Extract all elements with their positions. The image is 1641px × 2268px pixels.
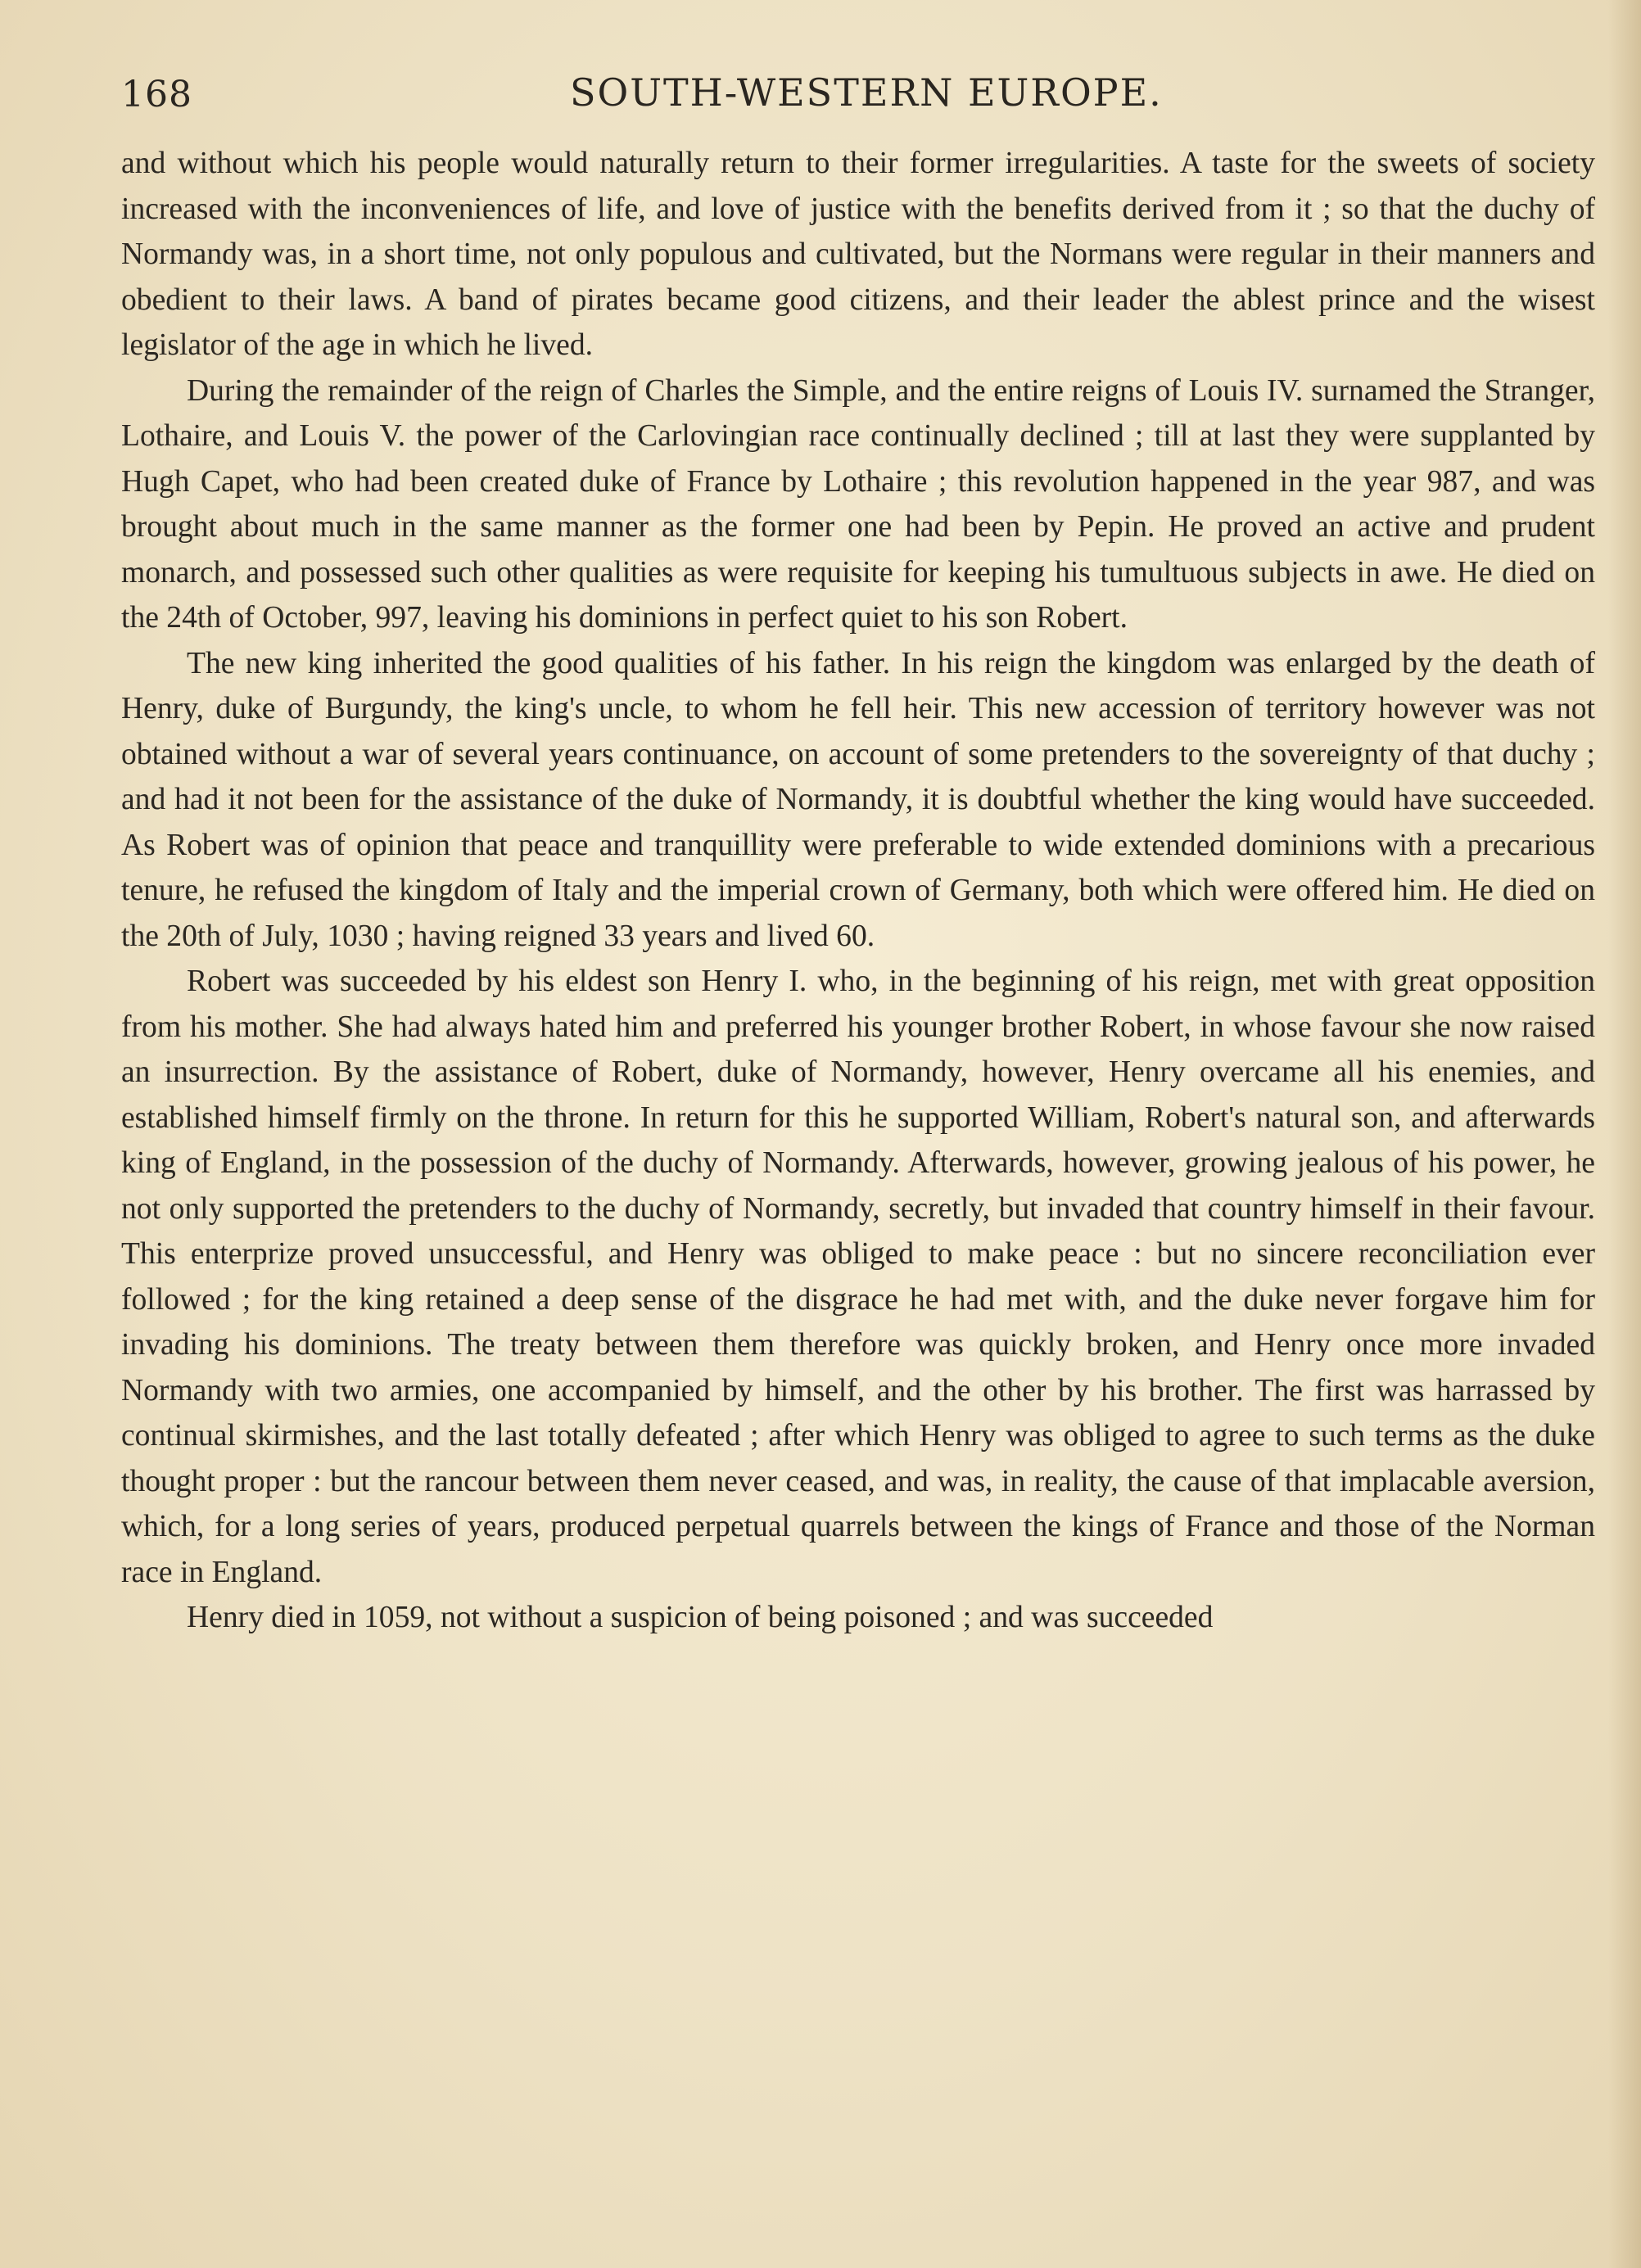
paragraph-continuation: and without which his people would naturally return to their former irregularities. A taste for the sweets of society increased with the inconveniences of life, and love of justice with the benefits derived from it ; so that the duchy of Normandy was, in a short time, not only populous and cultivated, but the Normans were regular in their manners and obedient to their laws. A band of pirates became good citizens, and their leader the ablest prince and the wisest legislator of the age in which he lived. [121,147,1595,362]
page-number: 168 [121,74,192,115]
body-text [121,141,1595,1641]
running-head [121,66,1595,123]
paragraph: The new king inherited the good qualities of his father. In his reign the kingdom was enlarged by the death of Henry, duke of Burgundy, the king's uncle, to whom he fell heir. This new accession of territory however was not obtained without a war of several years continuance, on account of some pretenders to the sovereignty of that duchy ; and had it not been for the assistance of the duke of Normandy, it is doubtful whether the king would have succeeded. As Robert was of opinion that peace and tranquillity were preferable to wide extended dominions with a precarious tenure, he refused the kingdom of Italy and the imperial crown of Germany, both which were offered him. He died on the 20th of July, 1030 ; having reigned 33 years and lived 60. [121,646,1595,953]
paragraph: Henry died in 1059, not without a suspicion of being poisoned ; and was succeeded [187,1601,1214,1634]
page-edge-shadow [1608,0,1641,2268]
paragraph: During the remainder of the reign of Charles the Simple, and the entire reigns of Louis IV. surnamed the Stranger, Lothaire, and Louis V. the power of the Carlovingian race continually declined ; till at last they were supplanted by Hugh Capet, who had been created duke of France by Lothaire ; this revolution happened in the year 987, and was brought about much in the same manner as the former one had been by Pepin. He proved an active and prudent monarch, and possessed such other qualities as were requisite for keeping his tumultuous subjects in awe. He died on the 24th of October, 997, leaving his dominions in perfect quiet to his son Robert. [121,373,1595,635]
running-title: SOUTH-WESTERN EUROPE. [570,70,1163,115]
paragraph: Robert was succeeded by his eldest son Henry I. who, in the beginning of his reign, met with great opposition from his mother. She had always hated him and preferred his younger brother Robert, in whose favour she now raised an insurrection. By the assistance of Robert, duke of Normandy, however, Henry overcame all his enemies, and established himself firmly on the throne. In return for this he supported William, Robert's natural son, and afterwards king of England, in the possession of the duchy of Normandy. Afterwards, however, growing jealous of his power, he not only supported the pretenders to the duchy of Normandy, secretly, but invaded that country himself in their favour. This enterprize proved unsuccessful, and Henry was obliged to make peace : but no sincere reconciliation ever followed ; for the king retained a deep sense of the disgrace he had met with, and the duke never forgave him for invading his dominions. The treaty between them therefore was quickly broken, and Henry once more invaded Normandy with two armies, one accompanied by himself, and the other by his brother. The first was harrassed by continual skirmishes, and the last totally defeated ; after which Henry was obliged to agree to such terms as the duke thought proper : but the rancour between them never ceased, and was, in reality, the cause of that implacable aversion, which, for a long series of years, produced perpetual quarrels between the kings of France and those of the Norman race in England. [121,965,1595,1589]
